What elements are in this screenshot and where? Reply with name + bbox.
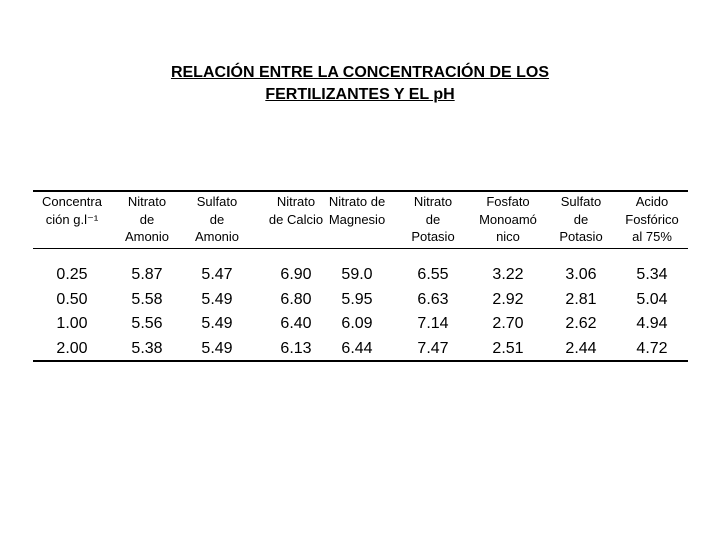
column-header-line: nico [496, 229, 520, 244]
column-header-line: de [573, 211, 589, 227]
table-cell: 2.51 [492, 339, 524, 357]
column-values [398, 263, 468, 361]
column-header-line: Monoamó [479, 211, 537, 227]
table-cell: 5.87 [131, 266, 163, 283]
column-header-line: al 75% [632, 229, 672, 244]
column-header-line: Nitrato [413, 194, 453, 209]
column-header-line: de [425, 211, 441, 227]
column-header-line: Nitrato de [328, 194, 386, 209]
column-header [473, 193, 543, 246]
table-cell: 2.81 [565, 290, 597, 308]
column-header-line: Sulfato [196, 194, 238, 209]
column-header-line: Acido [635, 194, 669, 209]
table-cell: 3.06 [565, 266, 597, 283]
column-header [617, 193, 687, 246]
table-cell: 5.56 [131, 315, 163, 332]
table-cell: 4.72 [636, 339, 668, 357]
table-cell: 5.49 [201, 339, 233, 357]
column-header [546, 193, 616, 246]
column-values [112, 263, 182, 361]
table-cell: 0.50 [56, 290, 88, 308]
column-header-line: Magnesio [328, 211, 386, 227]
column-header [112, 193, 182, 246]
column-values [182, 263, 252, 361]
column-header-line: Nitrato [276, 194, 316, 209]
column-header-line: Fosfórico [625, 211, 679, 227]
column-header [322, 193, 392, 228]
table-cell: 59.0 [341, 266, 373, 283]
title-line-1: RELACIÓN ENTRE LA CONCENTRACIÓN DE LOS [170, 64, 550, 81]
table-cell: 5.47 [201, 266, 233, 283]
table-cell: 5.49 [201, 290, 233, 308]
column-header-line: Potasio [411, 229, 455, 244]
table-cell: 2.62 [565, 315, 597, 332]
column-header [37, 193, 107, 228]
table-cell: 5.34 [636, 266, 668, 283]
column-values [617, 263, 687, 361]
column-header-line: Sulfato [560, 194, 602, 209]
table-cell: 5.58 [131, 290, 163, 308]
table-cell: 6.09 [341, 315, 373, 332]
table-cell: 0.25 [56, 266, 88, 283]
column-header-line: Fosfato [486, 194, 530, 209]
table-cell: 5.49 [201, 315, 233, 332]
column-header [398, 193, 468, 246]
table-cell: 6.63 [417, 290, 449, 308]
column-header-line: Amonio [124, 229, 170, 244]
column-values [261, 263, 331, 361]
table-cell: 5.95 [341, 290, 373, 308]
table-cell: 6.80 [280, 290, 312, 308]
column-header-line: Concentra [42, 194, 102, 209]
table-cell: 6.40 [280, 315, 312, 332]
table-cell: 6.90 [280, 266, 312, 283]
column-header-line: Amonio [194, 229, 240, 244]
column-header [261, 193, 331, 228]
column-header-line: ción g.l⁻¹ [45, 211, 99, 227]
table-cell: 3.22 [492, 266, 524, 283]
table-cell: 5.38 [131, 339, 163, 357]
table-cell: 5.04 [636, 290, 668, 308]
column-header-line: Potasio [559, 229, 603, 244]
table-cell: 6.13 [280, 339, 312, 357]
table-cell: 2.00 [56, 339, 88, 357]
column-header-line: de Calcio [268, 211, 324, 227]
table-cell: 7.47 [417, 339, 449, 357]
page-title [0, 62, 720, 106]
table-cell: 6.55 [417, 266, 449, 283]
column-header-line: de [139, 211, 155, 227]
column-header [182, 193, 252, 246]
table-header-rule [33, 248, 688, 249]
title-line-2: FERTILIZANTES Y EL pH [265, 86, 455, 103]
table-cell: 4.94 [636, 315, 668, 332]
column-values [37, 263, 107, 361]
table-cell: 1.00 [56, 315, 88, 332]
table-cell: 2.44 [565, 339, 597, 357]
table-cell: 2.70 [492, 315, 524, 332]
column-values [546, 263, 616, 361]
column-values [322, 263, 392, 361]
table-top-rule [33, 190, 688, 192]
column-header-line: de [209, 211, 225, 227]
column-values [473, 263, 543, 361]
table-cell: 6.44 [341, 339, 373, 357]
column-header-line: Nitrato [127, 194, 167, 209]
table-cell: 2.92 [492, 290, 524, 308]
table-cell: 7.14 [417, 315, 449, 332]
